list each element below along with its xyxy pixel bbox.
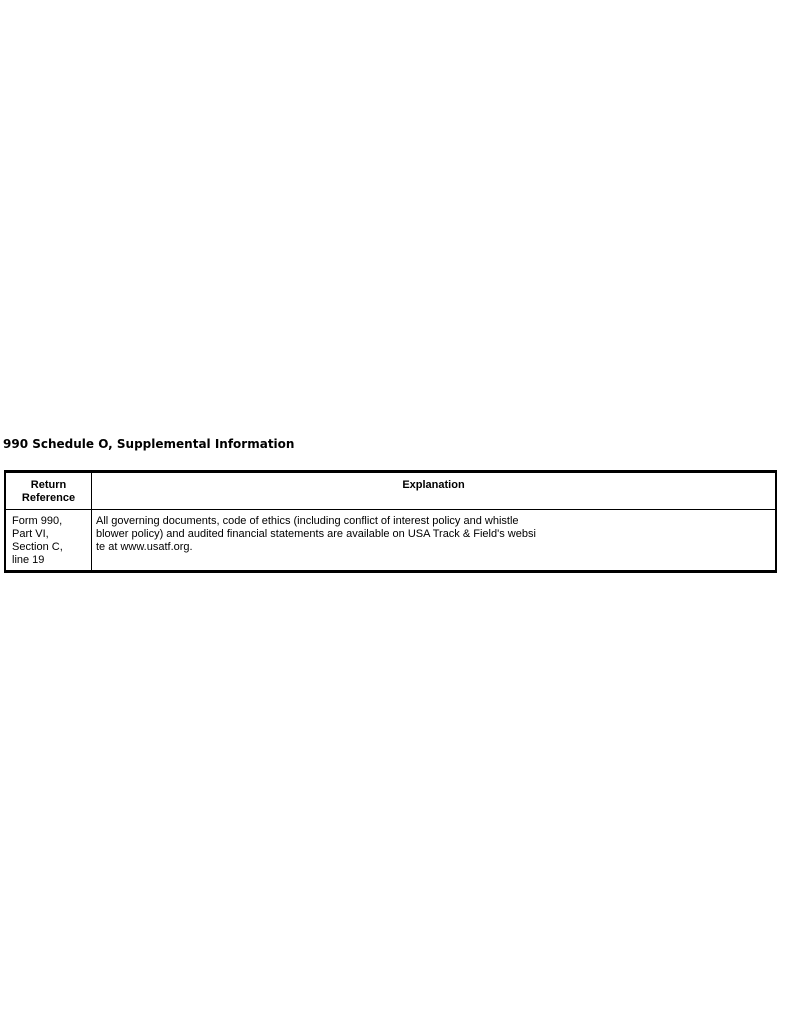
return-reference-header (5, 472, 92, 510)
return-reference-cell (5, 510, 92, 572)
explanation-cell (92, 510, 777, 572)
return-reference-line: line 19 (12, 554, 45, 566)
return-reference-header-line: Reference (21, 492, 76, 504)
return-reference-line: Form 990, (12, 515, 63, 527)
return-reference-header-line: Return (30, 479, 67, 491)
page-title: 990 Schedule O, Supplemental Information (3, 437, 295, 451)
explanation-header: Explanation (92, 472, 777, 510)
return-reference-line: Section C, (12, 541, 63, 553)
supplemental-info-table (4, 470, 777, 573)
explanation-line: All governing documents, code of ethics (including conflict of interest policy and whistle (96, 515, 519, 527)
explanation-line: te at www.usatf.org. (96, 541, 193, 553)
table-header-row (5, 472, 776, 510)
return-reference-line: Part VI, (12, 528, 49, 540)
explanation-line: blower policy) and audited financial statements are available on USA Track & Field's websi (96, 528, 536, 540)
table-row (5, 510, 776, 572)
